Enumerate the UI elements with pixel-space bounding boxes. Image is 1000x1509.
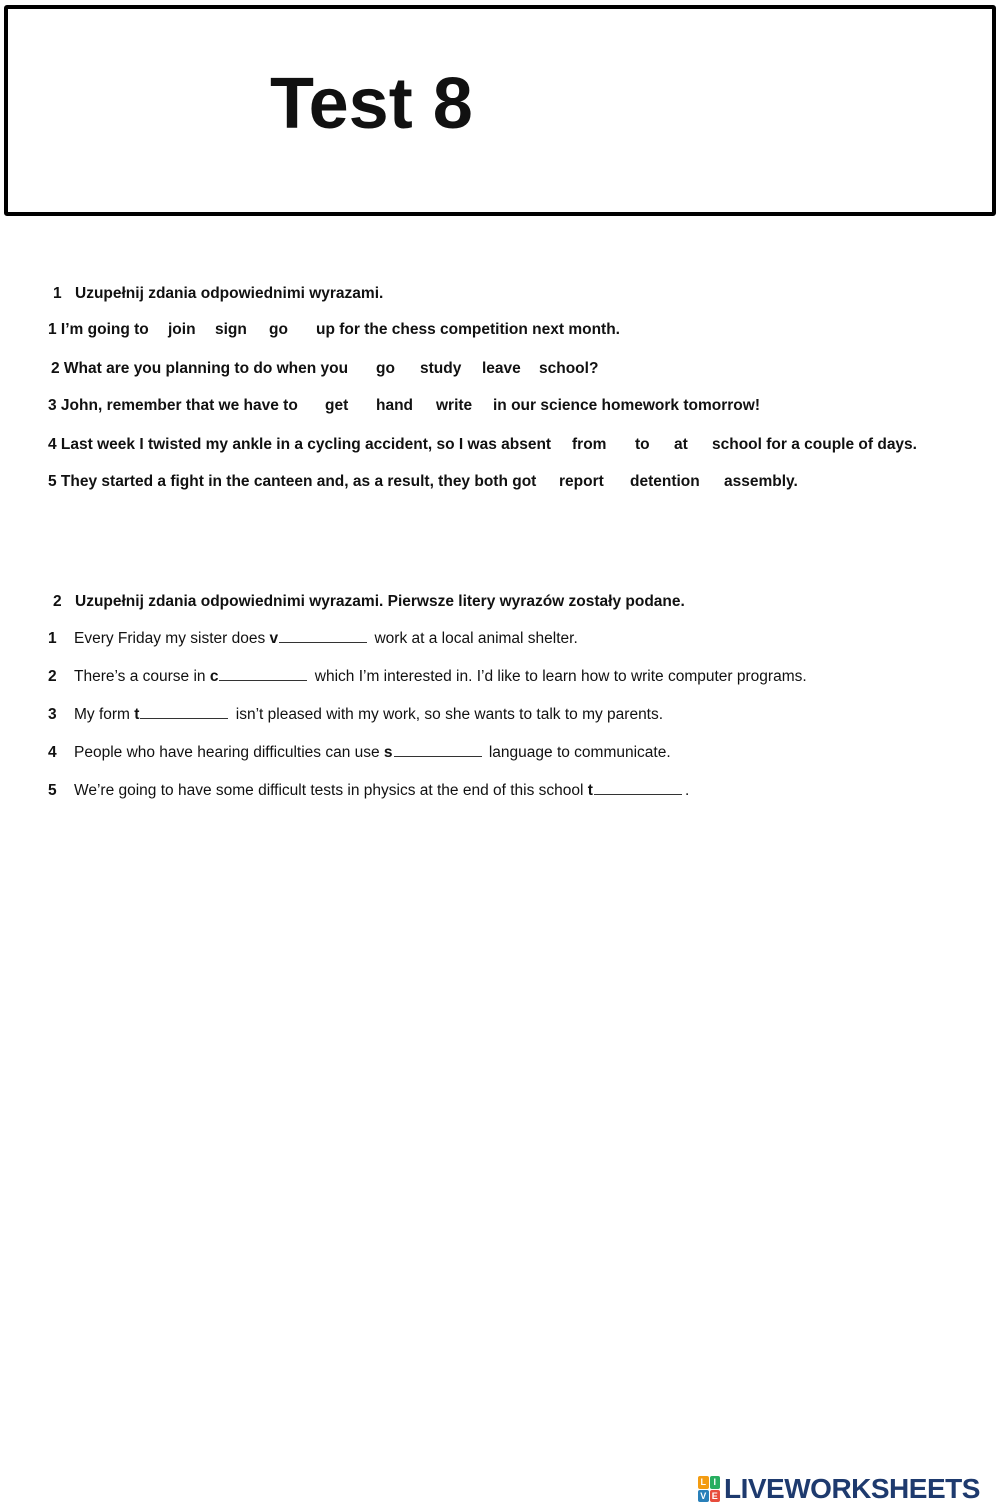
sentence-end: school for a couple of days. <box>712 436 917 453</box>
first-letter: t <box>587 782 593 799</box>
text-before: Every Friday my sister does <box>74 630 270 647</box>
item-number: 1 <box>48 630 57 647</box>
page-title: Test 8 <box>270 64 473 144</box>
logo-letter-e: E <box>710 1490 721 1503</box>
answer-blank[interactable] <box>594 780 682 795</box>
text-before: My form <box>74 706 135 723</box>
exercise-2-heading <box>53 593 685 611</box>
text-before: There’s a course in <box>74 668 210 685</box>
title-box <box>4 5 996 216</box>
word-option-go[interactable]: go <box>376 360 395 377</box>
item-number: 2 <box>48 668 57 685</box>
exercise-1-instruction: Uzupełnij zdania odpowiednimi wyrazami. <box>75 285 384 302</box>
item-text <box>74 704 663 726</box>
word-option-detention[interactable]: detention <box>630 473 700 490</box>
sentence-end: up for the chess competition next month. <box>316 321 620 338</box>
text-before: We’re going to have some difficult tests in physics at the end of this school <box>74 782 588 799</box>
sentence-end: school? <box>539 360 599 377</box>
first-letter: v <box>269 630 279 647</box>
word-option-get[interactable]: get <box>325 397 349 414</box>
word-option-to[interactable]: to <box>635 436 650 453</box>
word-option-at[interactable]: at <box>674 436 688 453</box>
exercise-1-number: 1 <box>53 285 62 302</box>
word-option-write[interactable]: write <box>436 397 473 414</box>
item-text <box>74 628 578 650</box>
word-option-hand[interactable]: hand <box>376 397 414 414</box>
word-option-join[interactable]: join <box>168 321 196 338</box>
logo-letter-i: I <box>710 1476 721 1489</box>
text-after: . <box>684 782 690 799</box>
word-option-go[interactable]: go <box>269 321 288 338</box>
answer-blank[interactable] <box>394 742 482 757</box>
item-number: 3 <box>48 706 57 723</box>
text-after: which I’m interested in. I’d like to learn how to write computer programs. <box>310 668 807 685</box>
logo-text: LIVEWORKSHEETS <box>724 1473 980 1504</box>
word-option-leave[interactable]: leave <box>482 360 521 377</box>
word-option-sign[interactable]: sign <box>215 321 247 338</box>
item-number: 4 <box>48 744 57 761</box>
exercise-2-instruction: Uzupełnij zdania odpowiednimi wyrazami. Pierwsze litery wyrazów zostały podane. <box>75 593 685 610</box>
text-after: work at a local animal shelter. <box>370 630 578 647</box>
sentence-start: 3 John, remember that we have to <box>48 397 298 414</box>
logo-icon <box>698 1476 720 1502</box>
exercise-2-number: 2 <box>53 593 62 610</box>
logo-letter-v: V <box>698 1490 709 1503</box>
first-letter: t <box>134 706 140 723</box>
text-before: People who have hearing difficulties can use <box>74 744 384 761</box>
sentence-end: in our science homework tomorrow! <box>493 397 760 414</box>
sentence-start: 2 What are you planning to do when you <box>51 360 349 377</box>
word-option-assembly[interactable]: assembly. <box>724 473 798 490</box>
first-letter: c <box>209 668 219 685</box>
item-text <box>74 666 807 688</box>
item-number: 5 <box>48 782 57 799</box>
item-text <box>74 780 689 802</box>
answer-blank[interactable] <box>140 704 228 719</box>
first-letter: s <box>383 744 393 761</box>
liveworksheets-logo <box>698 1474 980 1504</box>
exercise-1-heading <box>53 285 383 303</box>
text-after: language to communicate. <box>484 744 671 761</box>
word-option-from[interactable]: from <box>572 436 607 453</box>
sentence-start: 5 They started a fight in the canteen and, as a result, they both got <box>48 473 537 490</box>
sentence-start: 4 Last week I twisted my ankle in a cycling accident, so I was absent <box>48 436 552 453</box>
sentence-start: 1 I’m going to <box>48 321 149 338</box>
word-option-report[interactable]: report <box>559 473 604 490</box>
text-after: isn’t pleased with my work, so she wants to talk to my parents. <box>231 706 664 723</box>
word-option-study[interactable]: study <box>420 360 462 377</box>
logo-letter-l: L <box>698 1476 709 1489</box>
answer-blank[interactable] <box>219 666 307 681</box>
item-text <box>74 742 671 764</box>
answer-blank[interactable] <box>279 628 367 643</box>
